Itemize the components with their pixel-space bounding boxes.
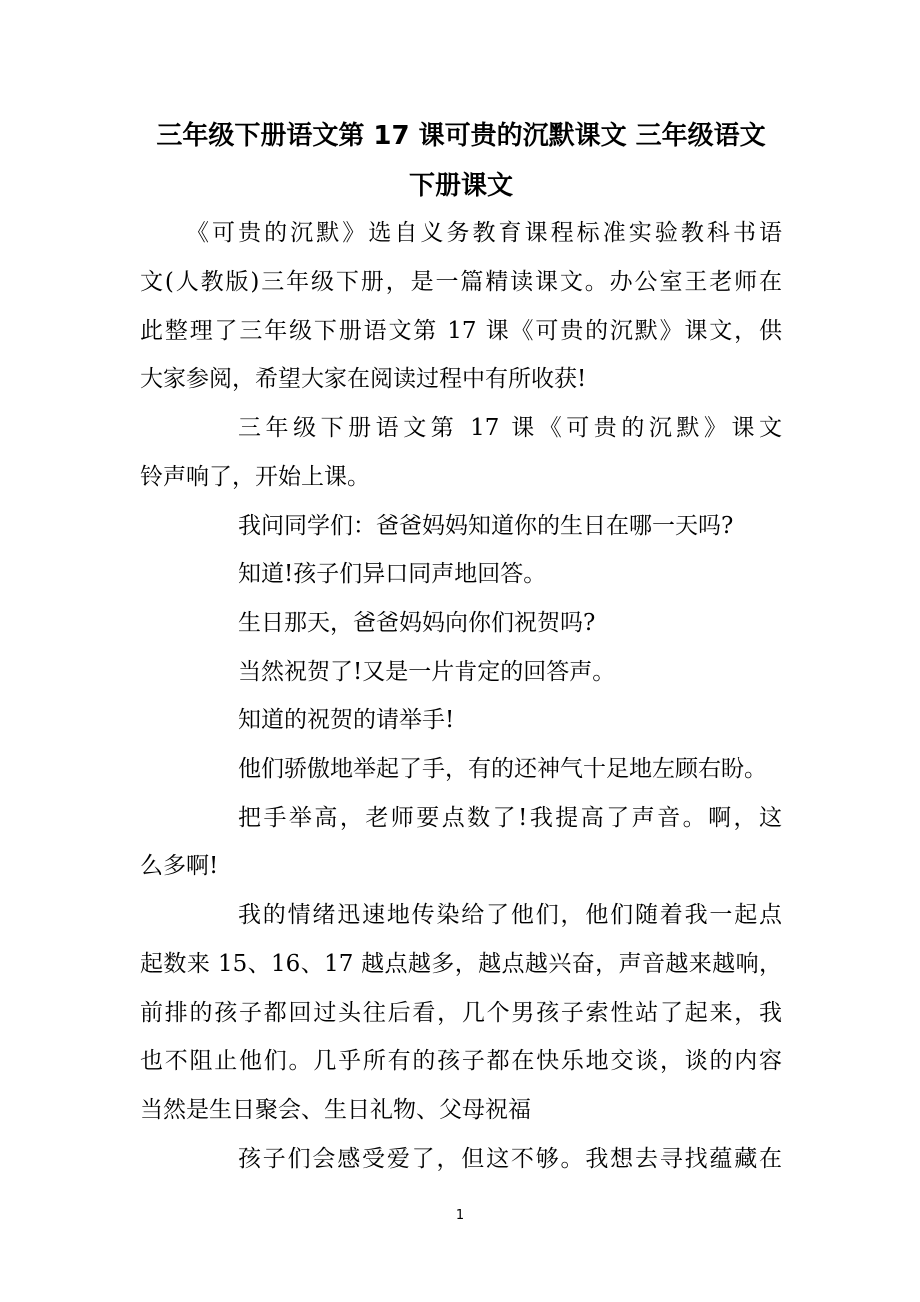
body-line: 铃声响了，开始上课。: [140, 464, 370, 490]
body-line: 知道的祝贺的请举手!: [238, 707, 455, 733]
body-line: 我的情绪迅速地传染给了他们，他们随着我一起点: [238, 902, 782, 928]
document-title-line-1: 三年级下册语文第 17 课可贵的沉默课文 三年级语文: [156, 121, 766, 151]
intro-paragraph-line: 大家参阅，希望大家在阅读过程中有所收获!: [140, 366, 587, 392]
page-number: 1: [455, 1208, 465, 1223]
section-heading: 三年级下册语文第 17 课《可贵的沉默》课文: [238, 415, 782, 441]
body-line: 他们骄傲地举起了手，有的还神气十足地左顾右盼。: [238, 756, 767, 782]
body-line: 前排的孩子都回过头往后看，几个男孩子索性站了起来，我: [140, 1000, 782, 1026]
body-line: 起数来 15、16、17 越点越多，越点越兴奋，声音越来越响，: [140, 951, 782, 977]
intro-paragraph-line: 《可贵的沉默》选自义务教育课程标准实验教科书语: [186, 220, 782, 246]
body-line: 知道!孩子们异口同声地回答。: [238, 561, 547, 587]
body-line: 当然祝贺了!又是一片肯定的回答声。: [238, 659, 616, 685]
intro-paragraph-line: 此整理了三年级下册语文第 17 课《可贵的沉默》课文，供: [140, 318, 782, 344]
body-line: 我问同学们：爸爸妈妈知道你的生日在哪一天吗?: [238, 513, 734, 539]
document-title-line-2: 下册课文: [408, 171, 513, 201]
intro-paragraph-line: 文(人教版)三年级下册，是一篇精读课文。办公室王老师在: [140, 269, 782, 295]
body-line: 当然是生日聚会、生日礼物、父母祝福: [140, 1097, 531, 1123]
body-line: 生日那天，爸爸妈妈向你们祝贺吗?: [238, 610, 596, 636]
body-line: 把手举高，老师要点数了!我提高了声音。啊，这: [238, 805, 782, 831]
body-line: 孩子们会感受爱了，但这不够。我想去寻找蕴藏在: [238, 1146, 782, 1172]
body-line: 也不阻止他们。几乎所有的孩子都在快乐地交谈，谈的内容: [140, 1048, 782, 1074]
body-line: 么多啊!: [140, 853, 219, 879]
